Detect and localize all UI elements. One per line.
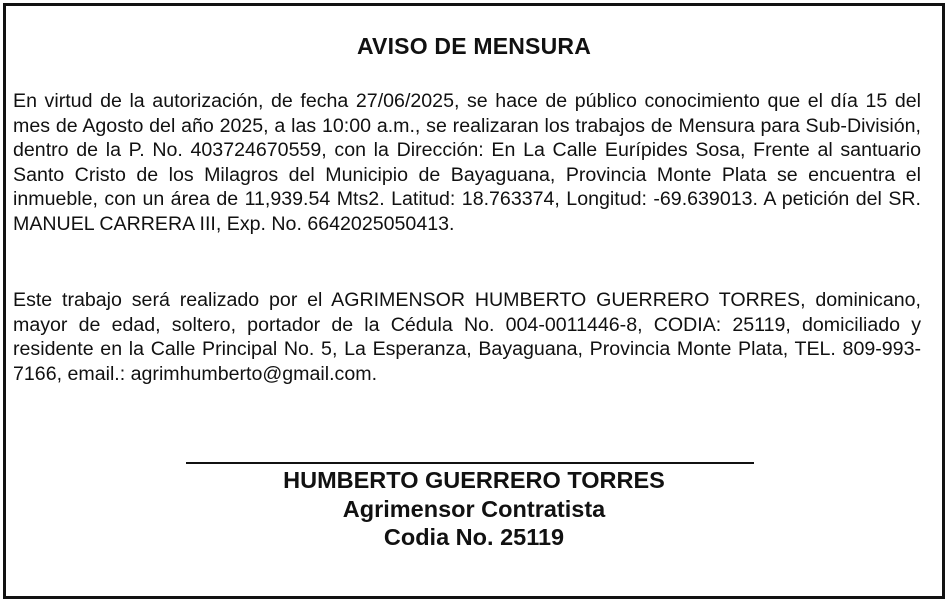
signature-role: Agrimensor Contratista	[342, 496, 606, 522]
signature-codia: Codia No. 25119	[383, 524, 565, 550]
notice-title: AVISO DE MENSURA	[356, 33, 592, 59]
notice-paragraph-authorization: En virtud de la autorización, de fecha 27/06/2025, se hace de público conocimiento que el día 15 del mes de Agosto del año 2025, a las 10:00 a.m., se realizaran los trabajos de Mensura para Sub-División, dentro de la P. No. 403724670559, con la Dirección: En La Calle Eurípides Sosa, Frente al santuario Santo Cristo de los Milagros del Municipio de Bayaguana, Provincia Monte Plata se encuentra el inmueble, con un área de 11,939.54 Mts2. Latitud: 18.763374, Longitud: -69.639013. A petición del SR. MANUEL CARRERA III, Exp. No. 6642025050413.	[13, 90, 921, 235]
notice-paragraph-surveyor: Este trabajo será realizado por el AGRIMENSOR HUMBERTO GUERRERO TORRES, dominicano, mayor de edad, soltero, portador de la Cédula No. 004-0011446-8, CODIA: 25119, domiciliado y residente en la Calle Principal No. 5, La Esperanza, Bayaguana, Provincia Monte Plata, TEL. 809-993-7166, email.: agrimhumberto@gmail.com.	[13, 289, 921, 385]
signature-name: HUMBERTO GUERRERO TORRES	[283, 467, 665, 493]
signature-line	[186, 462, 754, 464]
